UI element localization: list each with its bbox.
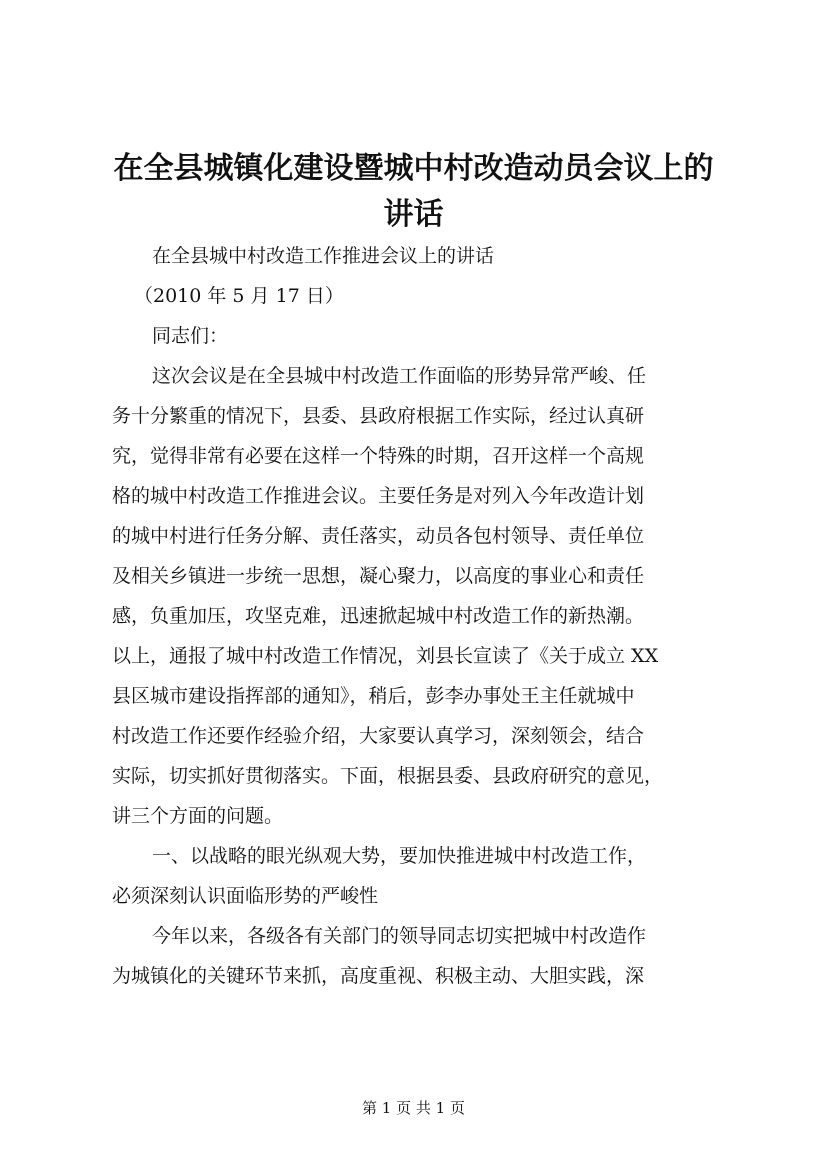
paragraph-line: 实际，切实抓好贯彻落实。下面，根据县委、县政府研究的意见， xyxy=(112,765,664,787)
paragraph-line: 格的城中村改造工作推进会议。主要任务是对列入今年改造计划 xyxy=(112,485,645,507)
paragraph-line: 感，负重加压，攻坚克难，迅速掀起城中村改造工作的新热潮。 xyxy=(112,605,645,627)
section-heading-line: 必须深刻认识面临形势的严峻性 xyxy=(112,885,379,907)
paragraph-line: 这次会议是在全县城中村改造工作面临的形势异常严峻、任 xyxy=(152,365,647,387)
paragraph-line: 以上，通报了城中村改造工作情况，刘县长宣读了《关于成立 XX xyxy=(112,645,659,667)
salutation: 同志们： xyxy=(152,325,229,347)
subtitle: 在全县城中村改造工作推进会议上的讲话 xyxy=(152,245,495,267)
paragraph-line: 村改造工作还要作经验介绍，大家要认真学习，深刻领会，结合 xyxy=(112,725,645,747)
paragraph-line: 务十分繁重的情况下，县委、县政府根据工作实际，经过认真研 xyxy=(112,405,645,427)
paragraph-line: 及相关乡镇进一步统一思想，凝心聚力，以高度的事业心和责任 xyxy=(112,565,645,587)
paragraph-line: 究，觉得非常有必要在这样一个特殊的时期，召开这样一个高规 xyxy=(112,445,645,467)
title-line-2: 讲话 xyxy=(383,197,444,232)
page-number: 第 1 页 共 1 页 xyxy=(362,1099,465,1117)
paragraph-line: 的城中村进行任务分解、责任落实，动员各包村领导、责任单位 xyxy=(112,525,645,547)
paragraph-line: 为城镇化的关键环节来抓，高度重视、积极主动、大胆实践，深 xyxy=(112,965,645,987)
paragraph-line: 县区城市建设指挥部的通知》，稍后，彭李办事处王主任就城中 xyxy=(112,685,635,707)
document-body xyxy=(112,236,732,996)
section-heading-line: 一、以战略的眼光纵观大势，要加快推进城中村改造工作， xyxy=(152,845,647,867)
title-line-1: 在全县城镇化建设暨城中村改造动员会议上的 xyxy=(113,151,714,186)
paragraph-line: 今年以来，各级各有关部门的领导同志切实把城中村改造作 xyxy=(152,925,647,947)
paragraph-line: 讲三个方面的问题。 xyxy=(112,805,284,827)
document-title xyxy=(100,146,727,238)
date-line: （2010 年 5 月 17 日） xyxy=(134,285,344,307)
page-footer xyxy=(0,1098,827,1118)
